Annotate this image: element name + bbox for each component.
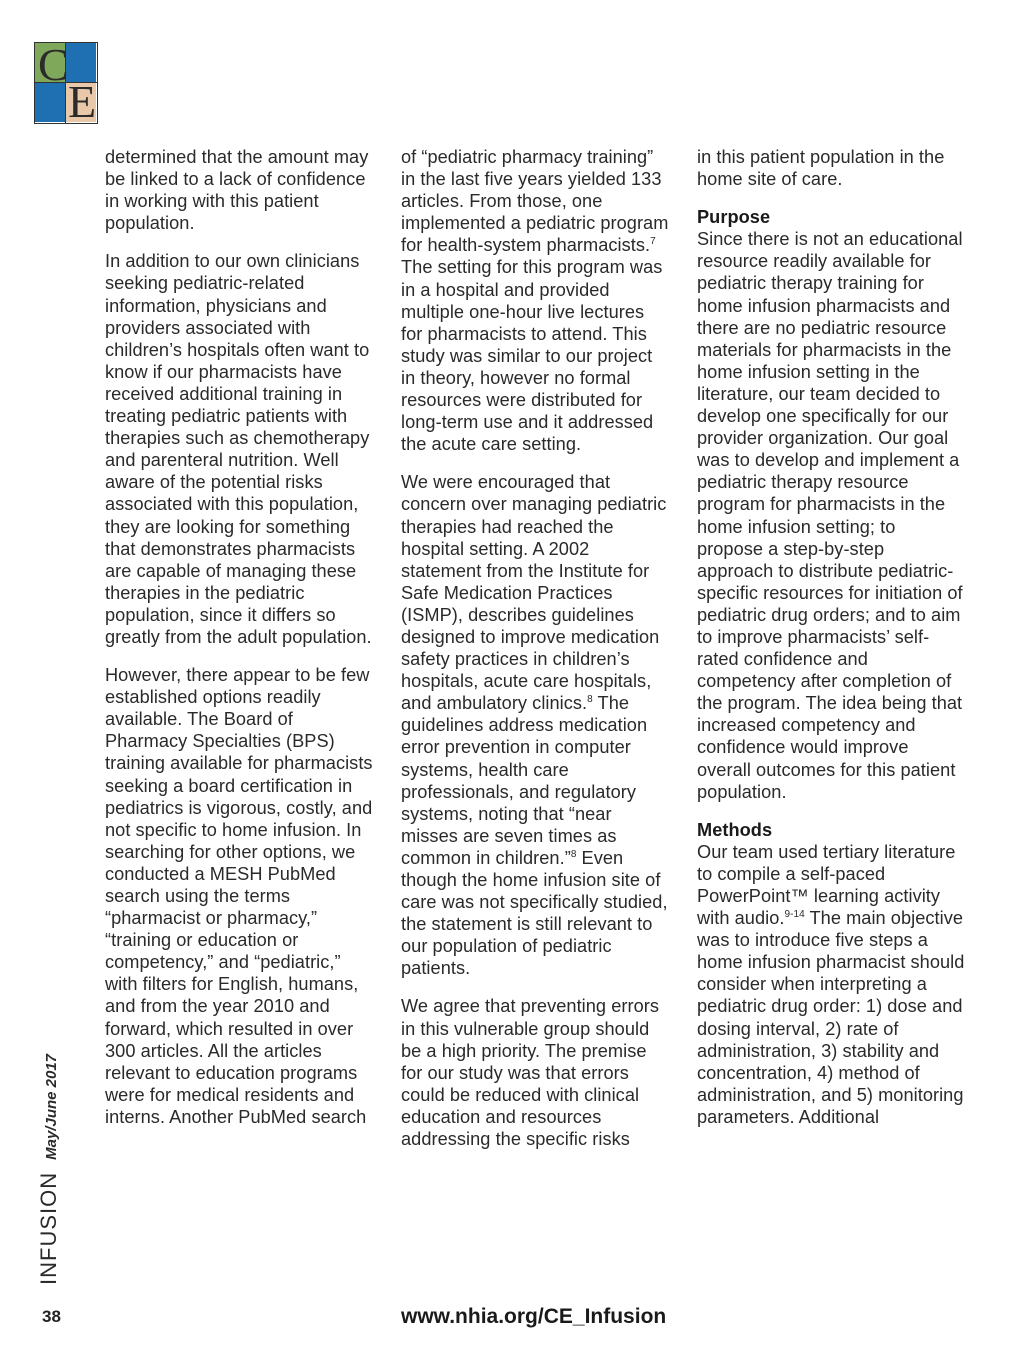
purpose-paragraph: Since there is not an educational resource readily available for pediatric therapy training for home infusion pharmacists and there are no pediatric resource materials for pharmacists in the home infusion setting in the literature, our team decided to develop one specifically for our provider organization. Our goal was to develop and implement a pediatric therapy resource program for pharmacists in the home infusion setting; to propose a step-by-step approach to distribute pediatric-specific resources for initiation of pediatric drug orders; and to aim to improve pharmacists’ self-rated confidence and competency after completion of the program. The idea being that increased competency and confidence would improve overall outcomes for this patient population. (697, 229, 963, 802)
article-column-1 (105, 146, 373, 1144)
methods-heading: Methods (697, 819, 773, 840)
methods-text-a: Our team used tertiary literature to compile a self-paced PowerPoint™ learning activity with audio. (697, 841, 956, 929)
col2-p2-text-a: We were encouraged that concern over managing pediatric therapies had reached the hospital setting. A 2002 statement from the Institute for Safe Medication Practices (ISMP), describes guidelines designed to improve medication safety practices in children’s hospitals, acute care hospitals, and ambulatory clinics. (401, 472, 667, 714)
citation-8-second: 8 (570, 848, 577, 860)
methods-paragraph (697, 841, 965, 1128)
methods-text-b: The main objective was to introduce five steps a home infusion pharmacist should consider when interpreting a pediatric drug order: 1) dose and dosing interval, 2) rate of administration, 3) stability and concentration, 4) method of administration, and 5) monitoring parameters. Additional (697, 908, 965, 1127)
col1-paragraph-3: However, there appear to be few established options readily available. The Board of Pharmacy Specialties (BPS) training available for pharmacists seeking a board certification in pediatrics is vigorous, costly, and not specific to home infusion. In searching for other options, we conducted a MESH PubMed search using the terms “pharmacist or pharmacy,” “training or education or competency,” and “pediatric,” with filters for English, humans, and from the year 2010 and forward, which resulted in over 300 articles. All the articles relevant to education programs were for medical residents and interns. Another PubMed search (105, 665, 373, 1127)
citation-9-14: 9-14 (784, 909, 805, 921)
logo-letter-c: C (38, 39, 69, 90)
article-column-2 (401, 146, 669, 1166)
col1-paragraph-2: In addition to our own clinicians seeking pediatric-related information, physicians and providers associated with children’s hospitals often want to know if our pharmacists have received additional training in treating pediatric patients with therapies such as chemotherapy and parenteral nutrition. Well aware of the potential risks associated with this population, they are looking for something that demonstrates pharmacists are capable of managing these therapies in the pediatric population, since it differs so greatly from the adult population. (105, 251, 372, 647)
page-number: 38 (42, 1307, 61, 1326)
col2-p2-text-c: Even though the home infusion site of care was not specifically studied, the statement is still relevant to our population of pediatric patients. (401, 847, 668, 979)
col2-p1-text-b: The setting for this program was in a hospital and provided multiple one-hour live lectures for pharmacists to attend. This study was similar to our project in theory, however no formal resources were distributed for long-term use and it addressed the acute care setting. (401, 257, 663, 455)
article-column-3 (697, 146, 965, 1144)
logo-letter-e: E (68, 76, 97, 127)
citation-8: 8 (587, 694, 593, 706)
col2-p1-text-a: of “pediatric pharmacy training” in the last five years yielded 133 articles. From those, one implemented a pediatric program for health-system pharmacists. (401, 147, 669, 256)
issue-date: May/June 2017 (43, 1053, 60, 1160)
col3-paragraph-1: in this patient population in the home site of care. (697, 147, 945, 190)
col2-paragraph-2 (401, 471, 669, 979)
col2-paragraph-3: We agree that preventing errors in this vulnerable group should be a high priority. The premise for our study was that errors could be reduced with clinical education and resources addressing the specific risks (401, 996, 659, 1150)
journal-sidebar (36, 1054, 62, 1285)
col2-paragraph-1 (401, 146, 669, 455)
purpose-heading: Purpose (697, 207, 771, 228)
ce-logo (34, 39, 98, 127)
citation-7: 7 (650, 236, 656, 248)
journal-brand: INFUSION (36, 1171, 61, 1285)
col1-paragraph-1: determined that the amount may be linked to a lack of confidence in working with this patient population. (105, 147, 369, 234)
col2-p2-text-b: The guidelines address medication error prevention in computer systems, health care professionals, and regulatory systems, noting that “near misses are seven times as common in children.” (401, 693, 648, 868)
footer-url-link[interactable]: www.nhia.org/CE_Infusion (401, 1305, 667, 1328)
